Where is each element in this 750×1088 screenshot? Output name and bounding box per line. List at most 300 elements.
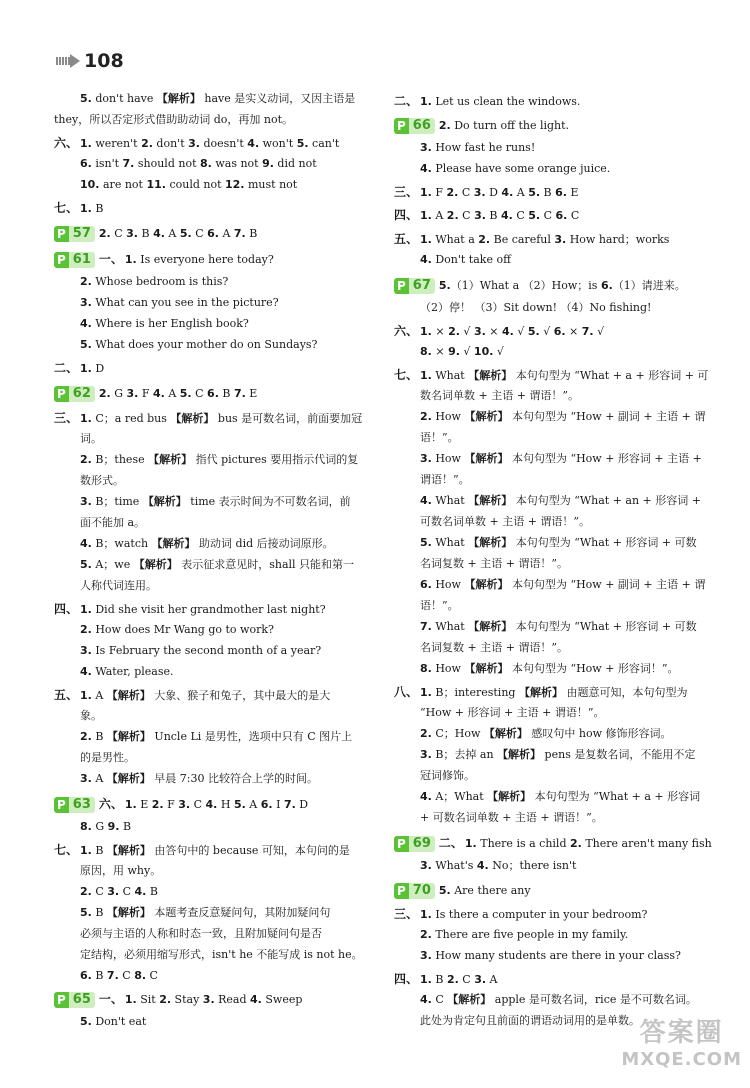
answer-line bbox=[54, 730, 366, 744]
answer-text: must not bbox=[244, 178, 298, 191]
answer-text: D bbox=[91, 362, 105, 375]
answer-text: 此处为肯定句且前面的谓语动词用的是单数。 bbox=[420, 1014, 640, 1027]
page-ref-badge bbox=[54, 992, 95, 1008]
answer-line bbox=[394, 324, 704, 339]
watermark-line1: 答案圈 bbox=[639, 1018, 724, 1048]
answer-text: B bbox=[119, 820, 132, 833]
item-number: 3. bbox=[188, 137, 200, 150]
answer-text: C bbox=[146, 969, 158, 982]
answer-line bbox=[54, 411, 366, 426]
item-number: 3. bbox=[80, 495, 92, 508]
item-number: 2. bbox=[569, 837, 582, 850]
item-number: 9. bbox=[262, 157, 274, 170]
answer-line bbox=[394, 706, 704, 720]
item-number: 9. bbox=[107, 820, 120, 833]
item-number: 3. bbox=[474, 973, 487, 986]
answer-line bbox=[394, 620, 704, 634]
analysis-tag: 【解析】 bbox=[464, 410, 509, 423]
answer-text: B bbox=[138, 227, 154, 240]
answer-text: can't bbox=[308, 137, 340, 150]
answer-text: 人称代词连用。 bbox=[80, 579, 157, 592]
answer-text: √ bbox=[593, 325, 605, 338]
answer-line bbox=[54, 906, 366, 920]
answer-text: 语！”。 bbox=[420, 599, 459, 612]
answer-line bbox=[394, 118, 704, 134]
answer-line bbox=[54, 92, 366, 106]
answer-text: How hard；works bbox=[566, 233, 670, 246]
item-number: 5. bbox=[80, 1015, 92, 1028]
analysis-tag: 【解析】 bbox=[106, 844, 151, 857]
answer-text: 冠词修饰。 bbox=[420, 769, 475, 782]
item-number: 4. bbox=[500, 209, 513, 222]
answer-text: C bbox=[118, 969, 135, 982]
analysis-tag: 【解析】 bbox=[464, 662, 509, 675]
answer-text: C bbox=[567, 209, 580, 222]
answer-text: Please have some orange juice. bbox=[431, 162, 611, 175]
answer-text: A bbox=[431, 209, 447, 222]
page-ref-letter: P bbox=[394, 883, 409, 899]
answer-text: A bbox=[218, 227, 234, 240]
answer-text: Whose bedroom is this? bbox=[91, 275, 229, 288]
item-number: 3. bbox=[80, 644, 92, 657]
analysis-tag: 【解析】 bbox=[148, 453, 193, 466]
answer-line bbox=[54, 201, 366, 216]
item-number: 7. bbox=[233, 387, 246, 400]
item-number: 1. bbox=[464, 837, 477, 850]
answer-line bbox=[394, 662, 704, 676]
page-ref-number: 63 bbox=[69, 797, 95, 813]
answer-text: C bbox=[540, 209, 556, 222]
answer-text: B bbox=[91, 730, 107, 743]
answer-text: 的是男性。 bbox=[80, 751, 135, 764]
answer-line bbox=[394, 599, 704, 613]
page-ref-badge bbox=[54, 386, 95, 402]
answer-text: I bbox=[272, 798, 284, 811]
answer-text: C bbox=[191, 387, 208, 400]
item-number: 6. bbox=[555, 209, 568, 222]
page-ref-letter: P bbox=[54, 797, 69, 813]
answer-line bbox=[394, 949, 704, 963]
page-ref-badge bbox=[394, 883, 435, 899]
answer-text: 可数名词单数 + 主语 + 谓语！”。 bbox=[420, 515, 591, 528]
answer-text: 名词复数 + 主语 + 谓语！”。 bbox=[420, 557, 569, 570]
item-number: 5. bbox=[438, 884, 451, 897]
answer-text: What does your mother do on Sundays? bbox=[91, 338, 318, 351]
analysis-tag: 【解析】 bbox=[497, 748, 542, 761]
section-marker: 四、 bbox=[394, 972, 419, 986]
item-number: 1. bbox=[124, 798, 137, 811]
answer-line bbox=[394, 769, 704, 783]
answer-text: √ bbox=[459, 345, 474, 358]
answer-text: E bbox=[136, 798, 152, 811]
item-number: 5. bbox=[296, 137, 309, 150]
answer-line bbox=[54, 432, 366, 446]
answer-text: was not bbox=[211, 157, 263, 170]
answer-line bbox=[394, 345, 704, 359]
item-number: 3. bbox=[420, 949, 432, 962]
answer-text: Where is her English book? bbox=[91, 317, 249, 330]
answer-line bbox=[54, 361, 366, 376]
answer-line bbox=[394, 748, 704, 762]
analysis-tag: 【解析】 bbox=[468, 536, 513, 549]
analysis-tag: 【解析】 bbox=[487, 790, 532, 803]
answer-line bbox=[54, 495, 366, 509]
section-marker: 一、 bbox=[98, 252, 123, 266]
answer-text: Is February the second month of a year? bbox=[91, 644, 322, 657]
item-number: 4. bbox=[502, 325, 514, 338]
answer-text: won't bbox=[259, 137, 297, 150]
answer-text: （1）请进来。 bbox=[612, 279, 686, 292]
item-number: 4. bbox=[250, 993, 262, 1006]
item-number: 3. bbox=[554, 233, 567, 246]
answer-line bbox=[54, 453, 366, 467]
answer-text: isn't bbox=[91, 157, 123, 170]
answer-text: F bbox=[163, 798, 179, 811]
item-number: 3. bbox=[420, 859, 432, 872]
answer-text: B；time bbox=[91, 495, 143, 508]
answer-text: 本句句型为 “How + 副词 + 主语 + 谓 bbox=[508, 578, 706, 591]
item-number: 4. bbox=[134, 885, 147, 898]
answer-line bbox=[394, 141, 704, 155]
item-number: 1. bbox=[420, 369, 432, 382]
page-ref-number: 62 bbox=[69, 386, 95, 402]
item-number: 7. bbox=[283, 798, 296, 811]
answer-text: There are five people in my family. bbox=[431, 928, 629, 941]
answer-line bbox=[394, 515, 704, 529]
item-number: 1. bbox=[420, 908, 432, 921]
answer-line bbox=[394, 301, 704, 315]
item-number: 1. bbox=[420, 686, 432, 699]
answer-line bbox=[394, 641, 704, 655]
answer-text: A bbox=[513, 186, 529, 199]
page-ref-badge bbox=[54, 226, 95, 242]
page-ref-letter: P bbox=[54, 226, 69, 242]
item-number: 8. bbox=[80, 820, 92, 833]
item-number: 7. bbox=[122, 157, 135, 170]
answer-text: don't have bbox=[91, 92, 157, 105]
answer-line bbox=[394, 389, 704, 403]
answer-text: There aren't many fish bbox=[581, 837, 712, 850]
item-number: 4. bbox=[80, 317, 92, 330]
answer-line bbox=[394, 536, 704, 550]
analysis-tag: 【解析】 bbox=[464, 578, 509, 591]
answer-text: D bbox=[295, 798, 309, 811]
answer-text: C bbox=[458, 973, 475, 986]
answer-line bbox=[54, 136, 366, 151]
answer-text: Read bbox=[214, 993, 251, 1006]
item-number: 4. bbox=[205, 798, 218, 811]
answer-text: G bbox=[91, 820, 108, 833]
answer-text: （1）What a （2）How；is bbox=[450, 279, 601, 292]
item-number: 5. bbox=[420, 536, 432, 549]
answer-line bbox=[394, 162, 704, 176]
answer-text: 数名词单数 + 主语 + 谓语！”。 bbox=[420, 389, 580, 402]
answer-text: What a bbox=[431, 233, 479, 246]
answer-line bbox=[394, 907, 704, 922]
answer-text: F bbox=[431, 186, 447, 199]
section-marker: 二、 bbox=[394, 94, 419, 108]
answer-text: B bbox=[431, 973, 447, 986]
item-number: 2. bbox=[80, 453, 92, 466]
item-number: 2. bbox=[446, 186, 459, 199]
analysis-tag: 【解析】 bbox=[170, 412, 215, 425]
answer-text: pens 是复数名词，不能用不定 bbox=[541, 748, 696, 761]
answer-text: A bbox=[91, 772, 107, 785]
answer-text: No；there isn't bbox=[488, 859, 577, 872]
answer-text: Sweep bbox=[261, 993, 303, 1006]
analysis-tag: 【解析】 bbox=[106, 730, 151, 743]
item-number: 3. bbox=[80, 772, 92, 785]
answer-text: 本句句型为 “How + 形容词 + 主语 + bbox=[508, 452, 702, 465]
answer-text: time 表示时间为不可数名词，前 bbox=[186, 495, 351, 508]
item-number: 4. bbox=[420, 494, 432, 507]
item-number: 2. bbox=[98, 227, 111, 240]
item-number: 6. bbox=[420, 578, 432, 591]
answer-text: C bbox=[91, 885, 108, 898]
item-number: 8. bbox=[420, 345, 432, 358]
item-number: 6. bbox=[553, 325, 566, 338]
item-number: 5. bbox=[80, 558, 92, 571]
item-number: 2. bbox=[446, 209, 459, 222]
answer-text: × bbox=[565, 325, 582, 338]
item-number: 5. bbox=[80, 906, 92, 919]
item-number: 7. bbox=[233, 227, 246, 240]
answer-text: B bbox=[91, 844, 107, 857]
page-ref-letter: P bbox=[54, 386, 69, 402]
answer-text: What bbox=[431, 620, 469, 633]
item-number: 1. bbox=[80, 412, 92, 425]
section-marker: 七、 bbox=[54, 201, 79, 215]
answer-text: Are there any bbox=[450, 884, 531, 897]
answer-line bbox=[54, 885, 366, 899]
answer-text: 本句句型为 “What + an + 形容词 + bbox=[512, 494, 701, 507]
answer-text: C bbox=[119, 885, 135, 898]
answer-text: 感叹句中 how 修饰形容词。 bbox=[527, 727, 672, 740]
section-marker: 六、 bbox=[54, 136, 79, 150]
answer-text: don't bbox=[152, 137, 189, 150]
answer-text: B；these bbox=[91, 453, 149, 466]
answer-text: 本句句型为 “What + 形容词 + 可数 bbox=[512, 536, 697, 549]
answer-line bbox=[394, 278, 704, 294]
answer-line bbox=[54, 474, 366, 488]
item-number: 3. bbox=[420, 748, 432, 761]
answer-text: E bbox=[245, 387, 258, 400]
answer-line bbox=[394, 727, 704, 741]
answer-text: How fast he runs! bbox=[431, 141, 536, 154]
answer-text: How bbox=[431, 662, 465, 675]
analysis-tag: 【解析】 bbox=[447, 993, 492, 1006]
item-number: 2. bbox=[420, 727, 432, 740]
item-number: 5. bbox=[528, 186, 541, 199]
item-number: 1. bbox=[420, 209, 432, 222]
answer-line bbox=[54, 751, 366, 765]
item-number: 5. bbox=[80, 92, 92, 105]
analysis-tag: 【解析】 bbox=[518, 686, 563, 699]
section-marker: 四、 bbox=[394, 208, 419, 222]
answer-line bbox=[394, 232, 704, 247]
item-number: 4. bbox=[80, 537, 92, 550]
answer-text: C；a red bus bbox=[91, 412, 171, 425]
item-number: 10. bbox=[473, 345, 494, 358]
answer-text: There is a child bbox=[476, 837, 570, 850]
answer-text: B bbox=[485, 209, 501, 222]
analysis-tag: 【解析】 bbox=[468, 620, 513, 633]
answer-text: What bbox=[431, 536, 469, 549]
answer-text: should not bbox=[134, 157, 200, 170]
answer-text: weren't bbox=[91, 137, 142, 150]
answer-text: 语！”。 bbox=[420, 431, 459, 444]
item-number: 4. bbox=[501, 186, 514, 199]
item-number: 6. bbox=[600, 279, 613, 292]
item-number: 9. bbox=[448, 345, 460, 358]
item-number: 5. bbox=[80, 338, 92, 351]
answer-line bbox=[394, 557, 704, 571]
answer-line bbox=[394, 859, 704, 873]
answer-text: Don't eat bbox=[91, 1015, 147, 1028]
item-number: 2. bbox=[446, 973, 459, 986]
page-ref-badge bbox=[54, 797, 95, 813]
answer-line bbox=[54, 843, 366, 858]
item-number: 5. bbox=[438, 279, 451, 292]
answer-text: did not bbox=[273, 157, 317, 170]
analysis-tag: 【解析】 bbox=[106, 772, 151, 785]
answer-line bbox=[54, 688, 366, 703]
page-ref-badge bbox=[394, 278, 435, 294]
answer-text: 面不能加 a。 bbox=[80, 516, 146, 529]
answer-line bbox=[54, 709, 366, 723]
answer-text: could not bbox=[165, 178, 225, 191]
answer-text: × bbox=[431, 345, 449, 358]
answer-text: 定结构，必须用缩写形式，isn't he 不能写成 is not he。 bbox=[80, 948, 363, 961]
section-marker: 二、 bbox=[438, 836, 463, 850]
answer-line bbox=[394, 253, 704, 267]
answer-text: B bbox=[146, 885, 158, 898]
answer-text: A bbox=[245, 798, 261, 811]
answer-text: Stay bbox=[171, 993, 203, 1006]
answer-text: 必须与主语的人称和时态一致，且附加疑问句是否 bbox=[80, 927, 322, 940]
item-number: 4. bbox=[420, 162, 432, 175]
item-number: 2. bbox=[80, 730, 92, 743]
item-number: 6. bbox=[260, 798, 273, 811]
answer-text: A bbox=[164, 227, 180, 240]
answer-line bbox=[54, 820, 366, 834]
answer-text: How many students are there in your class? bbox=[431, 949, 681, 962]
item-number: 2. bbox=[80, 885, 92, 898]
section-marker: 七、 bbox=[394, 368, 419, 382]
answer-line bbox=[54, 644, 366, 658]
analysis-tag: 【解析】 bbox=[483, 727, 528, 740]
answer-text: B bbox=[91, 969, 107, 982]
answer-text: D bbox=[485, 186, 502, 199]
item-number: 1. bbox=[80, 689, 92, 702]
answer-line bbox=[54, 864, 366, 878]
answer-text: 谓语！”。 bbox=[420, 473, 470, 486]
answer-text: 词。 bbox=[80, 432, 102, 445]
answer-line bbox=[394, 94, 704, 109]
section-marker: 一、 bbox=[98, 992, 123, 1006]
answer-text: B；watch bbox=[91, 537, 152, 550]
item-number: 2. bbox=[420, 928, 432, 941]
item-number: 8. bbox=[420, 662, 432, 675]
answer-line bbox=[54, 252, 366, 268]
answer-text: F bbox=[138, 387, 153, 400]
item-number: 6. bbox=[207, 227, 219, 240]
page-ref-badge bbox=[54, 252, 95, 268]
item-number: 4. bbox=[476, 859, 489, 872]
item-number: 2. bbox=[80, 623, 92, 636]
answer-text: How does Mr Wang go to work? bbox=[91, 623, 274, 636]
answer-line bbox=[394, 993, 704, 1007]
page-ref-number: 65 bbox=[69, 992, 95, 1008]
answer-line bbox=[54, 579, 366, 593]
item-number: 12. bbox=[225, 178, 245, 191]
page-ref-letter: P bbox=[394, 118, 409, 134]
answer-line bbox=[54, 969, 366, 983]
page-number: 108 bbox=[84, 50, 124, 72]
item-number: 1. bbox=[80, 603, 92, 616]
answer-text: Don't take off bbox=[431, 253, 511, 266]
item-number: 2. bbox=[141, 137, 153, 150]
page-ref-letter: P bbox=[394, 836, 409, 852]
answer-text: √ bbox=[513, 325, 528, 338]
answer-text: How bbox=[431, 452, 465, 465]
item-number: 3. bbox=[474, 209, 486, 222]
answer-text: √ bbox=[493, 345, 504, 358]
item-number: 4. bbox=[80, 665, 92, 678]
section-marker: 二、 bbox=[54, 361, 79, 375]
item-number: 6. bbox=[80, 969, 92, 982]
answer-text: What bbox=[431, 494, 469, 507]
answer-line bbox=[394, 410, 704, 424]
answer-text: √ bbox=[459, 325, 474, 338]
answer-text: 本句句型为 “How + 形容词！”。 bbox=[508, 662, 679, 675]
answer-text: “How + 形容词 + 主语 + 谓语！”。 bbox=[420, 706, 605, 719]
answer-line bbox=[54, 317, 366, 331]
answer-text: 本句句型为 “What + a + 形容词 + 可 bbox=[512, 369, 709, 382]
item-number: 4. bbox=[153, 387, 165, 400]
answer-text: How bbox=[431, 578, 465, 591]
answer-line bbox=[394, 685, 704, 700]
item-number: 5. bbox=[179, 227, 192, 240]
item-number: 1. bbox=[80, 362, 92, 375]
answer-text: A；What bbox=[431, 790, 488, 803]
item-number: 1. bbox=[420, 95, 432, 108]
analysis-tag: 【解析】 bbox=[133, 558, 178, 571]
page-ref-number: 57 bbox=[69, 226, 95, 242]
item-number: 6. bbox=[555, 186, 567, 199]
item-number: 3. bbox=[473, 325, 486, 338]
item-number: 3. bbox=[126, 227, 138, 240]
answer-text: 大象、猴子和兔子，其中最大的是大 bbox=[150, 689, 331, 702]
answer-line bbox=[394, 578, 704, 592]
answer-line bbox=[394, 883, 704, 899]
item-number: 3. bbox=[420, 141, 432, 154]
item-number: 5. bbox=[528, 209, 541, 222]
item-number: 1. bbox=[420, 973, 432, 986]
answer-text: are not bbox=[99, 178, 147, 191]
page-ref-badge bbox=[394, 836, 435, 852]
item-number: 3. bbox=[126, 387, 139, 400]
answer-text: （2）停！ （3）Sit down! （4）No fishing! bbox=[420, 301, 652, 314]
section-marker: 六、 bbox=[394, 324, 419, 338]
answer-line bbox=[54, 992, 366, 1008]
answer-text: E bbox=[566, 186, 579, 199]
item-number: 2. bbox=[438, 119, 451, 132]
analysis-tag: 【解析】 bbox=[142, 495, 187, 508]
item-number: 5. bbox=[233, 798, 246, 811]
answer-text: B；interesting bbox=[431, 686, 519, 699]
analysis-tag: 【解析】 bbox=[464, 452, 509, 465]
